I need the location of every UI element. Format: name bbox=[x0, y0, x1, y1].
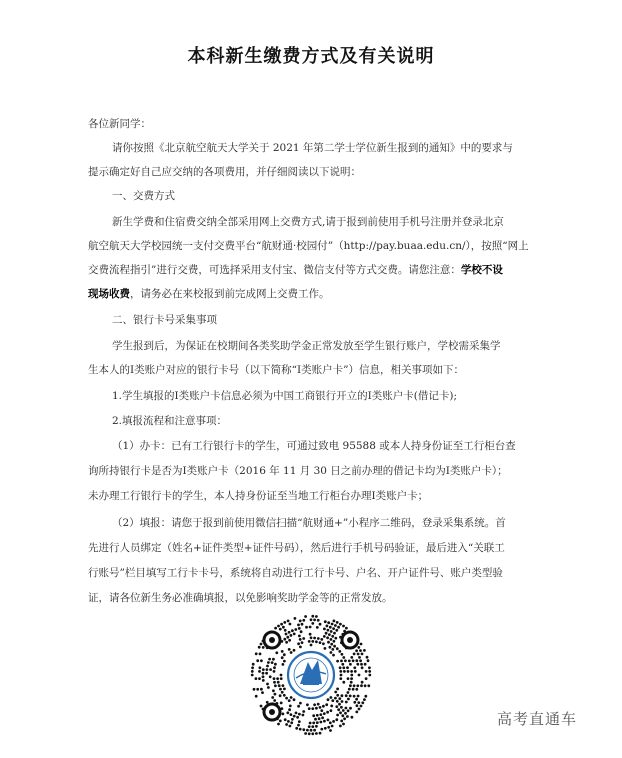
no-onsite-fee-notice-1: 学校不设 bbox=[460, 264, 503, 276]
mini-program-code[interactable] bbox=[248, 612, 374, 738]
section-1-line-4 bbox=[88, 287, 330, 301]
section-1-heading: 一、交费方式 bbox=[112, 190, 175, 202]
page-title: 本科新生缴费方式及有关说明 bbox=[187, 46, 435, 67]
section-2-line-1: 学生报到后，为保证在校期间各类奖助学金正常发放至学生银行账户，学校需采集学 bbox=[112, 340, 501, 352]
section-1-line-4-text: ，请务必在来校报到前完成网上交费工作。 bbox=[130, 288, 330, 300]
intro-line-1: 请你按照《北京航空航天大学关于 2021 年第二学士学位新生报到的通知》中的要求与 bbox=[112, 142, 513, 154]
no-onsite-fee-notice-2: 现场收费 bbox=[88, 288, 130, 300]
subitem-2-line-4: 证，请各位新生务必准确填报，以免影响奖助学金等的正常发放。 bbox=[88, 592, 393, 604]
section-1-line-3-text: 交费流程指引”进行交费，可选择采用支付宝、微信支付等方式交费。请您注意： bbox=[88, 264, 461, 276]
section-1-line-2: 航空航天大学校园统一支付交费平台“航财通·校园付”（http://pay.buaa.edu.cn/），按照“网上 bbox=[88, 240, 529, 252]
section-2-line-2: 生本人的Ⅰ类账户对应的银行卡号（以下简称“Ⅰ类账户卡”）信息，相关事项如下： bbox=[88, 364, 465, 376]
subitem-2-line-2: 先进行人员绑定（姓名+证件类型+证件号码），然后进行手机号码验证，最后进入“关联工 bbox=[88, 542, 505, 554]
subitem-2-line-3: 行账号”栏目填写工行卡卡号，系统将自动进行工行卡号、户名、开户证件号、账户类型验 bbox=[88, 567, 503, 579]
item-1: 1.学生填报的Ⅰ类账户卡信息必须为中国工商银行开立的Ⅰ类账户卡(借记卡); bbox=[112, 390, 458, 402]
intro-line-2: 提示确定好自己应交纳的各项费用，并仔细阅读以下说明： bbox=[88, 166, 361, 178]
watermark: 高考直通车 bbox=[497, 710, 578, 728]
subitem-1-line-2: 询所持银行卡是否为Ⅰ类账户卡（2016 年 11 月 30 日之前办理的借记卡均为Ⅰ类账户卡）； bbox=[88, 465, 508, 477]
subitem-1-line-3: 未办理工行银行卡的学生，本人持身份证至当地工行柜台办理Ⅰ类账户卡； bbox=[88, 490, 429, 502]
greeting: 各位新同学： bbox=[88, 118, 151, 130]
section-1-line-3 bbox=[88, 263, 503, 277]
subitem-2-line-1: （2）填报：请您于报到前使用微信扫描“航财通+”小程序二维码，登录采集系统。首 bbox=[112, 517, 506, 529]
section-1-line-1: 新生学费和住宿费交纳全部采用网上交费方式,请于报到前使用手机号注册并登录北京 bbox=[112, 216, 504, 228]
section-2-heading: 二、银行卡号采集事项 bbox=[112, 314, 217, 326]
item-2: 2.填报流程和注意事项： bbox=[112, 415, 228, 427]
university-logo bbox=[285, 649, 337, 701]
subitem-1-line-1: （1）办卡：已有工行银行卡的学生，可通过致电 95588 或本人持身份证至工行柜台查 bbox=[112, 440, 516, 452]
